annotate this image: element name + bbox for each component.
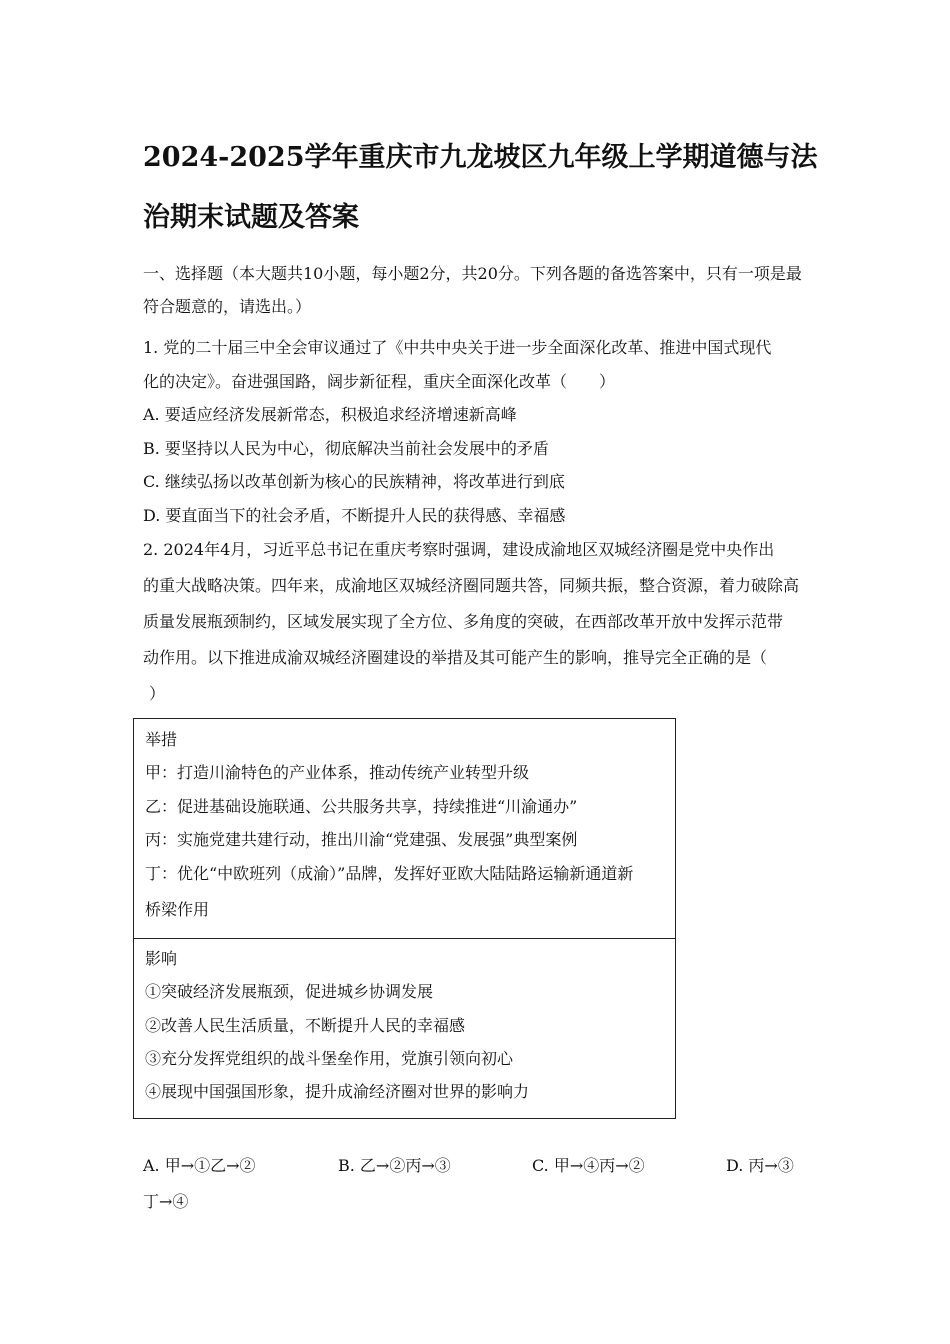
effect-3: ③充分发挥党组织的战斗堡垒作用，党旗引领向初心 bbox=[145, 1049, 514, 1068]
q2-stem-line-2: 的重大战略决策。四年来，成渝地区双城经济圈同题共答，同频共振，整合资源，着力破除高 bbox=[143, 576, 800, 595]
q1-option-c: C. 继续弘扬以改革创新为核心的民族精神，将改革进行到底 bbox=[143, 472, 565, 491]
effect-2: ②改善人民生活质量，不断提升人民的幸福感 bbox=[145, 1016, 466, 1035]
q1-option-b: B. 要坚持以人民为中心，彻底解决当前社会发展中的矛盾 bbox=[143, 439, 549, 458]
measure-bing: 丙：实施党建共建行动，推出川渝“党建强、发展强”典型案例 bbox=[145, 830, 578, 849]
q1-stem-line-1: 1. 党的二十届三中全会审议通过了《中共中央关于进一步全面深化改革、推进中国式现代 bbox=[143, 338, 772, 357]
effect-4: ④展现中国强国形象，提升成渝经济圈对世界的影响力 bbox=[145, 1082, 530, 1101]
q2-table bbox=[133, 718, 676, 1119]
q2-stem-line-3: 质量发展瓶颈制约，区域发展实现了全方位、多角度的突破，在西部改革开放中发挥示范带 bbox=[143, 612, 784, 631]
q2-stem-line-4: 动作用。以下推进成渝双城经济圈建设的举措及其可能产生的影响，推导完全正确的是（ bbox=[143, 648, 768, 667]
measure-ding: 丁：优化“中欧班列（成渝）”品牌，发挥好亚欧大陆陆路运输新通道新 bbox=[145, 864, 634, 883]
q2-option-d: D. 丙→③ bbox=[726, 1156, 794, 1175]
effects-header: 影响 bbox=[145, 949, 178, 968]
effects-cell bbox=[134, 939, 675, 1118]
measure-ding-cont: 桥梁作用 bbox=[145, 900, 210, 919]
effect-1: ①突破经济发展瓶颈，促进城乡协调发展 bbox=[145, 982, 434, 1001]
q2-option-d-cont: 丁→④ bbox=[143, 1192, 189, 1211]
section-header-line-1: 一、选择题（本大题共10小题，每小题2分，共20分。下列各题的备选答案中，只有一项是最 bbox=[143, 264, 802, 283]
section-header-line-2: 符合题意的，请选出。） bbox=[143, 297, 312, 316]
measure-yi: 乙：促进基础设施联通、公共服务共享，持续推进“川渝通办” bbox=[145, 797, 578, 816]
q2-option-b: B. 乙→②丙→③ bbox=[338, 1156, 451, 1175]
q2-stem-line-1: 2. 2024年4月，习近平总书记在重庆考察时强调，建设成渝地区双城经济圈是党中央作出 bbox=[143, 540, 775, 559]
q1-option-a: A. 要适应经济发展新常态，积极追求经济增速新高峰 bbox=[143, 405, 517, 424]
measures-header: 举措 bbox=[145, 730, 178, 749]
q1-option-d: D. 要直面当下的社会矛盾，不断提升人民的获得感、幸福感 bbox=[143, 506, 566, 525]
q2-option-c: C. 甲→④丙→② bbox=[532, 1156, 645, 1175]
page-title: 2024-2025学年重庆市九龙坡区九年级上学期道德与法治期末试题及答案 bbox=[143, 142, 818, 233]
q2-stem-line-5: ） bbox=[149, 684, 166, 703]
q1-stem-line-2: 化的决定》。奋进强国路，阔步新征程，重庆全面深化改革（ ） bbox=[143, 372, 616, 391]
measure-jia: 甲：打造川渝特色的产业体系，推动传统产业转型升级 bbox=[145, 763, 530, 782]
q2-option-a: A. 甲→①乙→② bbox=[143, 1156, 256, 1175]
measures-cell bbox=[134, 719, 675, 939]
